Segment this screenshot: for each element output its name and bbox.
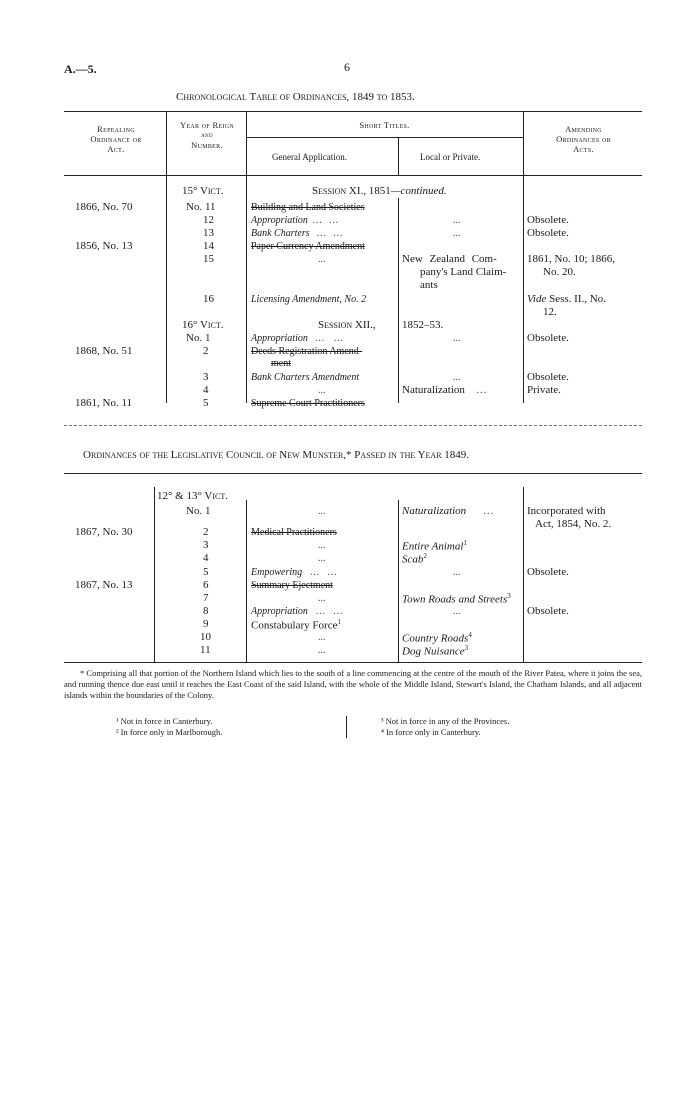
number-cell: 2 xyxy=(203,526,209,538)
general-title-cell: Constabulary Force$^1$ xyxy=(251,618,341,632)
general-title-cell: ... xyxy=(318,632,326,643)
repealing-cell: 1856, No. 13 xyxy=(75,240,133,252)
section-2-title: Ordinances of the Legislative Council of New Munster,* Passed in the Year 1849. xyxy=(83,449,470,461)
general-title-cell: Bank Charters Amendment xyxy=(251,372,360,383)
general-title-cell: Appropriation … … xyxy=(251,333,344,344)
reign-16: 16° Vict. xyxy=(182,319,224,331)
header-general: General Application. xyxy=(272,152,347,162)
amending-cell: Obsolete. xyxy=(527,566,569,578)
number-cell: No. 11 xyxy=(186,201,216,213)
footnote-1: ¹ Not in force in Canterbury. xyxy=(116,716,213,726)
local-title-cell: Naturalization … xyxy=(402,505,494,517)
session-12-years: 1852–53. xyxy=(402,319,444,331)
general-title-cell: ... xyxy=(318,385,326,396)
local-title-cell: ... xyxy=(453,372,461,383)
repealing-cell: 1867, No. 30 xyxy=(75,526,133,538)
header-amending: Amending Ordinances or Acts. xyxy=(556,124,611,154)
general-title-cell: ... xyxy=(318,506,326,517)
number-cell: 4 xyxy=(203,384,209,396)
amending-cell: Obsolete. xyxy=(527,332,569,344)
local-title-cell: ... xyxy=(453,228,461,239)
general-title-cell: ... xyxy=(318,254,326,265)
local-title-cell: ... xyxy=(453,606,461,617)
local-title-cell: Scab$^2$ xyxy=(402,552,427,566)
general-title-cell: Paper Currency Amendment xyxy=(251,241,365,252)
number-cell: 14 xyxy=(203,240,214,252)
local-title-cell: Entire Animal$^1$ xyxy=(402,539,467,553)
local-title-cell: Dog Nuisance$^3$ xyxy=(402,644,469,658)
general-title-cell: Empowering … … xyxy=(251,567,338,578)
session-12-heading: Session XII., xyxy=(318,319,376,331)
repealing-cell: 1868, No. 51 xyxy=(75,345,133,357)
amending-cell: Vide Sess. II., No. 12. xyxy=(527,293,606,318)
amending-cell: Obsolete. xyxy=(527,214,569,226)
repealing-cell: 1867, No. 13 xyxy=(75,579,133,591)
number-cell: 10 xyxy=(200,631,211,643)
amending-cell: Incorporated with Act, 1854, No. 2. xyxy=(527,505,612,530)
footnote-star: * Comprising all that portion of the Northern Island which lies to the south of a line commencing at the centre of the mouth of the River Patea, where it joins the sea, and running thence due east until it reaches the East Coast of the said Island, with the whole of the Middle Island, Stewart's Island, the Chatham Islands, and all adjacent islands within the boundaries of the Colony. xyxy=(64,668,642,700)
general-title-cell: Medical Practitioners xyxy=(251,527,337,538)
general-title-cell: Licensing Amendment, No. 2 xyxy=(251,294,367,305)
number-cell: No. 1 xyxy=(186,505,211,517)
number-cell: 5 xyxy=(203,566,209,578)
general-title-cell: ... xyxy=(318,645,326,656)
footnote-2: ² In force only in Marlborough. xyxy=(116,727,223,737)
number-cell: 16 xyxy=(203,293,214,305)
reign-15: 15° Vict. xyxy=(182,185,224,197)
amending-cell: Private. xyxy=(527,384,561,396)
number-cell: 11 xyxy=(200,644,211,656)
general-title-cell: Summary Ejectment xyxy=(251,580,333,591)
number-cell: 5 xyxy=(203,397,209,409)
page-number: 6 xyxy=(344,60,350,74)
header-repealing: Repealing Ordinance or Act. xyxy=(90,124,142,154)
number-cell: 3 xyxy=(203,371,209,383)
footnote-4: ⁴ In force only in Canterbury. xyxy=(381,727,481,737)
number-cell: 13 xyxy=(203,227,214,239)
number-cell: No. 1 xyxy=(186,332,211,344)
local-title-cell: Naturalization … xyxy=(402,384,487,396)
number-cell: 15 xyxy=(203,253,214,265)
number-cell: 8 xyxy=(203,605,209,617)
amending-cell: Obsolete. xyxy=(527,605,569,617)
number-cell: 9 xyxy=(203,618,209,630)
amending-cell: Obsolete. xyxy=(527,227,569,239)
local-title-cell: Town Roads and Streets$^3$ xyxy=(402,592,511,606)
session-11-heading: Session XI., 1851—continued. xyxy=(312,185,447,197)
general-title-cell: ... xyxy=(318,540,326,551)
repealing-cell: 1861, No. 11 xyxy=(75,397,133,409)
number-cell: 3 xyxy=(203,539,209,551)
footnote-3: ³ Not in force in any of the Provinces. xyxy=(381,716,510,726)
number-cell: 2 xyxy=(203,345,209,357)
page-title: Chronological Table of Ordinances, 1849 to 1853. xyxy=(176,91,415,103)
local-title-cell: ... xyxy=(453,333,461,344)
reign-12-13: 12° & 13° Vict. xyxy=(157,490,228,502)
header-year: Year of Reign and Number. xyxy=(180,120,234,150)
general-title-cell: Appropriation … … xyxy=(251,606,343,617)
general-title-cell: ... xyxy=(318,553,326,564)
number-cell: 6 xyxy=(203,579,209,591)
repealing-cell: 1866, No. 70 xyxy=(75,201,133,213)
amending-cell: 1861, No. 10; 1866, No. 20. xyxy=(527,253,615,278)
local-title-cell: Country Roads$^4$ xyxy=(402,631,472,645)
header-short-titles: Short Titles. xyxy=(359,120,410,130)
number-cell: 4 xyxy=(203,552,209,564)
number-cell: 7 xyxy=(203,592,209,604)
general-title-cell: Appropriation … … xyxy=(251,215,339,226)
amending-cell: Obsolete. xyxy=(527,371,569,383)
general-title-cell: ... xyxy=(318,593,326,604)
local-title-cell: ... xyxy=(453,215,461,226)
page-reference: A.—5. xyxy=(64,62,97,76)
general-title-cell: Building and Land Societies xyxy=(251,202,365,213)
number-cell: 12 xyxy=(203,214,214,226)
general-title-cell: Supreme Court Practitioners xyxy=(251,398,365,409)
header-local: Local or Private. xyxy=(420,152,481,162)
local-title-cell: New Zealand Com- pany's Land Claim- ants xyxy=(402,253,507,291)
local-title-cell: ... xyxy=(453,567,461,578)
general-title-cell: Bank Charters … … xyxy=(251,228,343,239)
general-title-cell: Deeds Registration Amend- ment xyxy=(251,346,363,369)
